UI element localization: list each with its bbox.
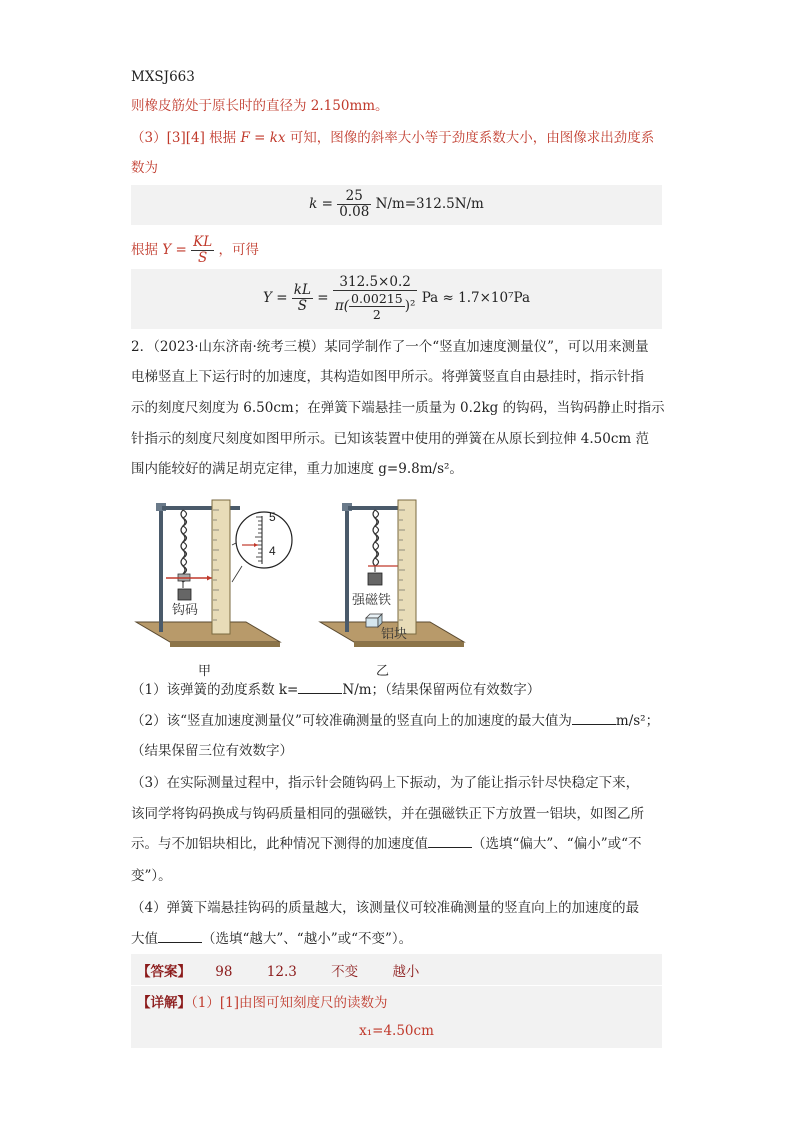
subquestion-2-suffix: m/s²；: [615, 713, 660, 729]
equation-k: [131, 189, 662, 220]
equation-Y-lhs: Y =: [262, 290, 288, 306]
label-strong-magnet: 强磁铁: [352, 592, 392, 607]
subquestion-4-suffix: （选填“越大”、“越小”或“不变”）。: [202, 931, 413, 947]
slope-suffix: 可知，图像的斜率大小等于劲度系数大小，由图像求出劲度系: [289, 130, 655, 146]
subquestion-3-prefix: 示。与不加铝块相比，此种情况下测得的加速度值: [131, 836, 428, 852]
subquestion-2: [131, 711, 671, 731]
question-line-2: 电梯竖直上下运行时的加速度，其构造如图甲所示。将弹簧竖直自由悬挂时，指示针指: [131, 369, 644, 385]
young-numerator: KL: [193, 234, 213, 250]
aluminum-block: [366, 618, 378, 627]
detail-label: 【详解】: [137, 995, 191, 1011]
equation-Y-num2: 312.5×0.2: [333, 275, 418, 291]
answer-label: 【答案】: [137, 964, 191, 980]
subquestion-4-line1: （4）弹簧下端悬挂钩码的质量越大，该测量仪可较准确测量的竖直向上的加速度的最: [131, 900, 640, 916]
stand-rod-left: [159, 504, 163, 632]
paragraph-slope: [131, 128, 671, 148]
answer-box: [131, 954, 662, 985]
equation-k-lhs: k =: [309, 196, 333, 212]
paragraph-young: [131, 235, 671, 266]
equation-Y-box: [131, 269, 662, 329]
question-line-3: 示的刻度尺刻度为 6.50cm；在弹簧下端悬挂一质量为 0.2kg 的钩码，当钩码静止时指示: [131, 400, 665, 416]
equation-k-rhs: N/m=312.5N/m: [375, 196, 484, 212]
detail-text: （1）[1]由图可知刻度尺的读数为: [191, 995, 388, 1011]
equation-Y-inner-fraction: [349, 291, 405, 322]
apparatus-right: [320, 500, 464, 678]
equation-Y-inner-num: 0.00215: [351, 291, 403, 306]
young-lhs: Y =: [162, 242, 187, 258]
question-line-4: 针指示的刻度尺刻度如图甲所示。已知该装置中使用的弹簧在从原长到拉伸 4.50cm 范: [131, 431, 650, 447]
equation-Y-fraction1: [292, 283, 313, 314]
hook-weight: [178, 589, 191, 600]
equation-k-fraction: [337, 189, 371, 220]
equation-Y-inner-den: 2: [372, 307, 381, 322]
equation-Y-den2: [333, 291, 418, 322]
pointer-arrow-left: [207, 576, 212, 581]
answer-value-2: 12.3: [266, 964, 297, 980]
subquestion-4-prefix: 大值: [131, 931, 158, 947]
base-plate-left-edge: [170, 642, 280, 647]
apparatus-figure: [128, 490, 478, 680]
answer-blank-1[interactable]: [298, 681, 342, 694]
young-denominator: S: [198, 250, 208, 266]
base-plate-left: [136, 622, 280, 642]
answer-blank-3[interactable]: [428, 835, 472, 848]
equation-Y-den1: S: [297, 298, 307, 314]
subquestion-1-suffix: N/m；（结果保留两位有效数字）: [342, 682, 541, 698]
subquestion-1: [131, 680, 671, 700]
caption-left: 甲: [198, 663, 212, 678]
subquestion-2-line2: （结果保留三位有效数字）: [131, 743, 293, 759]
subquestion-1-prefix: （1）该弹簧的劲度系数 k=: [131, 682, 299, 698]
subquestion-3-line3: [131, 834, 671, 854]
equation-Y-fraction2: [333, 275, 418, 322]
answer-row: [137, 960, 419, 980]
equation-Y-square: )²: [404, 298, 416, 314]
subquestion-2-prefix: （2）该“竖直加速度测量仪”可较准确测量的竖直向上的加速度的最大值为: [131, 713, 572, 729]
question-line-5: 围内能较好的满足胡克定律，重力加速度 g=9.8m/s²。: [131, 461, 463, 477]
zoom-label-top: 5: [269, 510, 276, 524]
young-fraction: [191, 235, 214, 266]
detail-equation: x₁=4.50cm: [359, 1023, 434, 1039]
slope-prefix: （3）[3][4] 根据: [131, 130, 237, 146]
stand-rod-right: [345, 504, 349, 632]
answer-blank-4[interactable]: [158, 930, 202, 943]
apparatus-left: [136, 500, 292, 678]
caption-right: 乙: [376, 663, 390, 678]
spring-left: [181, 510, 185, 582]
hooke-formula: F = kx: [240, 130, 286, 146]
paragraph-slope-line2: 数为: [131, 160, 158, 176]
young-prefix: 根据: [131, 242, 158, 258]
equation-Y-equals: =: [317, 290, 329, 306]
label-hook-weight: 钩码: [172, 602, 199, 617]
equation-Y-num1: kL: [293, 282, 311, 298]
subquestion-3-line2: 该同学将钩码换成与钩码质量相同的强磁铁，并在强磁铁正下方放置一铝块，如图乙所: [131, 806, 644, 822]
subquestion-4-line2: [131, 929, 671, 949]
answer-value-1: 98: [215, 964, 233, 980]
subquestion-3-line1: （3）在实际测量过程中，指示针会随钩码上下振动，为了能让指示针尽快稳定下来，: [131, 775, 640, 791]
answer-value-3: 不变: [331, 964, 359, 980]
equation-Y-rhs: Pa ≈ 1.7×10⁷Pa: [421, 290, 531, 306]
strong-magnet: [368, 573, 382, 585]
base-plate-right-edge: [354, 642, 464, 647]
equation-k-numerator: 25: [337, 189, 371, 205]
subquestion-3-line4: 变”）。: [131, 868, 172, 884]
zoom-connector-bottom: [232, 566, 242, 582]
zoom-circle: [236, 512, 292, 568]
detail-box: [131, 986, 662, 1048]
young-suffix: ，可得: [218, 242, 259, 258]
equation-Y: [131, 275, 662, 322]
document-code: MXSJ663: [131, 69, 195, 85]
answer-value-4: 越小: [392, 964, 420, 980]
zoom-label-bottom: 4: [269, 544, 276, 558]
paragraph-diameter: 则橡皮筋处于原长时的直径为 2.150mm。: [131, 98, 389, 114]
equation-k-denominator: 0.08: [339, 204, 370, 220]
subquestion-3-suffix: （选填“偏大”、“偏小”或“不: [472, 836, 642, 852]
question-line-1: 2．（2023·山东济南·统考三模）某同学制作了一个“竖直加速度测量仪”，可以用来测量: [131, 339, 649, 355]
detail-row: [137, 991, 387, 1011]
label-aluminum-block: 铝块: [381, 626, 408, 641]
equation-Y-pi: π(: [334, 298, 349, 314]
answer-blank-2[interactable]: [572, 712, 616, 725]
equation-k-box: [131, 185, 662, 225]
